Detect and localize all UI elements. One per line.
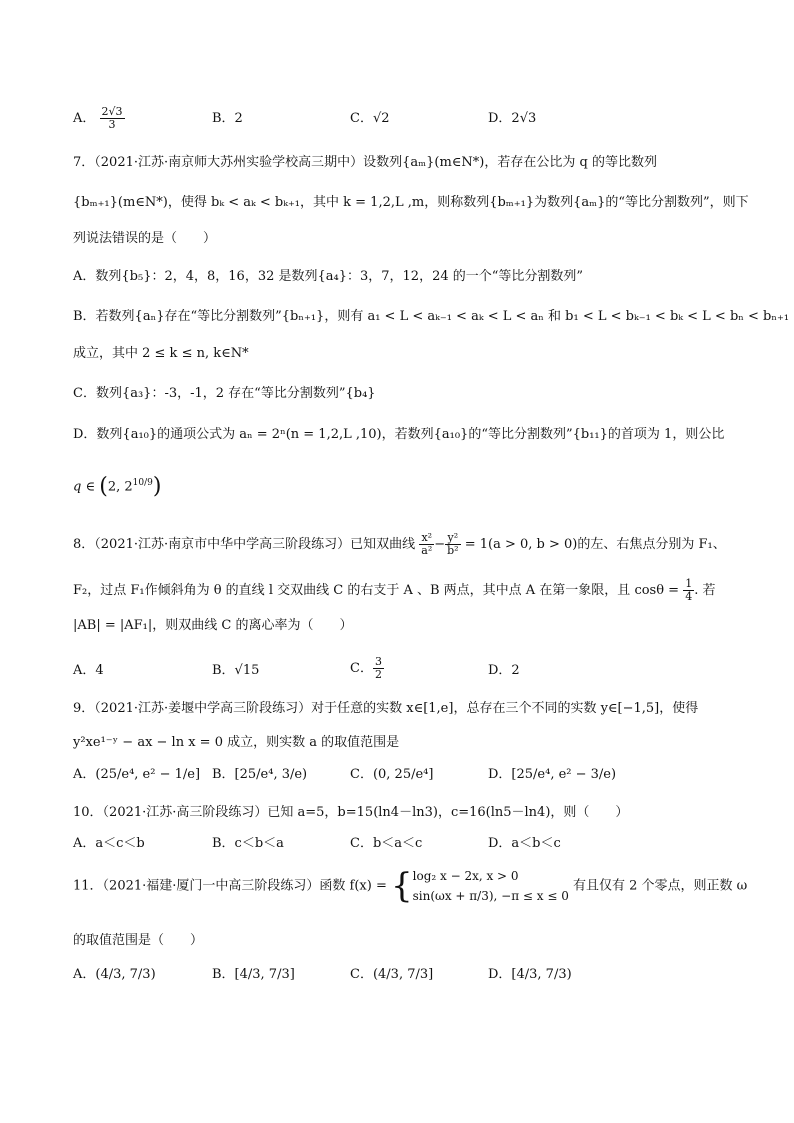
q7-stem-line-2: {bₘ₊₁}(m∈N*)，使得 bₖ < aₖ < bₖ₊₁，其中 k = 1,2,L ,m，则称数列{bₘ₊₁}为数列{aₘ}的“等比分割数列”，则下 bbox=[73, 195, 749, 210]
q11-option-a: A．(4/3, 7/3) bbox=[73, 967, 156, 982]
q10-option-d: D．a＜b＜c bbox=[488, 836, 561, 851]
q8-option-a: A．4 bbox=[73, 663, 104, 678]
q9-option-b: B．[25/e⁴, 3/e) bbox=[212, 767, 308, 782]
q11-piece-1: log₂ x − 2x, x > 0 bbox=[412, 869, 519, 883]
q7-option-d-line-1: D．数列{a₁₀}的通项公式为 aₙ = 2ⁿ(n = 1,2,L ,10)，若数列{a₁₀}的“等比分割数列”{b₁₁}的首项为 1，则公比 bbox=[73, 427, 725, 442]
q8-option-c bbox=[350, 656, 384, 681]
q6-option-a-fraction bbox=[100, 106, 125, 131]
q8-c-label: C． bbox=[350, 661, 373, 676]
q7-option-a: A．数列{b₅}：2，4，8，16，32 是数列{a₄}：3，7，12，24 的一个“等比分割数列” bbox=[73, 269, 584, 284]
q8-frac1-den: a² bbox=[421, 544, 433, 557]
q8-line2-pre: F₂，过点 F₁作倾斜角为 θ 的直线 l 交双曲线 C 的右支于 A 、B 两点，其中点 A 在第一象限，且 cosθ = bbox=[73, 583, 680, 598]
q6-option-a-label: A． bbox=[73, 111, 96, 126]
q6-option-b: B．2 bbox=[212, 111, 243, 126]
q8-line2-post: . 若 bbox=[694, 583, 716, 598]
q8-cos-num: 1 bbox=[685, 577, 693, 590]
q9-option-a: A．(25/e⁴, e² − 1/e] bbox=[73, 767, 201, 782]
q8-frac2-num: y² bbox=[445, 532, 460, 545]
q11-piecewise bbox=[413, 866, 569, 906]
q7-d-paren-open: ( bbox=[99, 473, 108, 499]
q11-option-c: C．(4/3, 7/3] bbox=[350, 967, 434, 982]
q8-stem-line-1 bbox=[73, 532, 726, 557]
q8-cos-den: 4 bbox=[685, 590, 693, 603]
q7-d-paren-close: ) bbox=[152, 473, 162, 499]
q8-minus: − bbox=[434, 537, 446, 552]
q7-option-b-line-2: 成立，其中 2 ≤ k ≤ n, k∈N* bbox=[73, 346, 249, 361]
q8-c-fraction bbox=[373, 656, 384, 681]
q11-option-b: B．[4/3, 7/3] bbox=[212, 967, 295, 982]
q7-option-b-line-1: B．若数列{aₙ}存在“等比分割数列”{bₙ₊₁}，则有 a₁ < L < aₖ₋₁ < aₖ < L < aₙ 和 b₁ < L < bₖ₋₁ < bₖ < L < bₙ < bₙ₊₁ bbox=[73, 309, 790, 324]
q10-stem: 10．（2021·江苏·高三阶段练习）已知 a=5，b=15(ln4－ln3)，c=16(ln5－ln4)，则（ ） bbox=[73, 805, 629, 820]
q8-frac1-num: x² bbox=[419, 532, 434, 545]
q11-piecewise-brace: { bbox=[390, 866, 413, 906]
q7-d-prefix: q ∈ bbox=[73, 479, 96, 495]
q9-option-c: C．(0, 25/e⁴] bbox=[350, 767, 434, 782]
q8-fraction-x bbox=[419, 532, 434, 557]
q7-stem-line-3: 列说法错误的是（ ） bbox=[73, 231, 217, 246]
q7-d-exponent: 10/9 bbox=[132, 478, 153, 488]
q11-stem-line-2: 的取值范围是（ ） bbox=[73, 933, 204, 948]
q10-option-a: A．a＜c＜b bbox=[73, 836, 145, 851]
q11-line1-post: 有且仅有 2 个零点，则正数 ω bbox=[573, 878, 748, 894]
q8-option-b: B．√15 bbox=[212, 663, 260, 678]
q8-cos-fraction bbox=[683, 578, 694, 603]
q9-stem-line-2: y²xe¹⁻ʸ − ax − ln x = 0 成立，则实数 a 的取值范围是 bbox=[73, 735, 400, 750]
q9-option-d: D．[25/e⁴, e² − 3/e) bbox=[488, 767, 617, 782]
q11-option-d: D．[4/3, 7/3) bbox=[488, 967, 572, 982]
q7-option-c: C．数列{a₃}：-3，-1，2 存在“等比分割数列”{b₄} bbox=[73, 386, 376, 401]
q7-option-d-line-2 bbox=[73, 473, 162, 499]
q8-line1-post: = 1(a > 0, b > 0)的左、右焦点分别为 F₁、 bbox=[464, 537, 726, 552]
q8-stem-line-2 bbox=[73, 578, 715, 603]
q11-stem-line-1 bbox=[73, 866, 747, 906]
q8-stem-line-3: |AB| = |AF₁|，则双曲线 C 的离心率为（ ） bbox=[73, 618, 353, 633]
q6-a-den: 3 bbox=[108, 118, 116, 131]
q6-option-c: C．√2 bbox=[350, 111, 390, 126]
q8-option-d: D．2 bbox=[488, 663, 520, 678]
q7-stem-line-1: 7．（2021·江苏·南京师大苏州实验学校高三期中）设数列{aₘ}(m∈N*)，若存在公比为 q 的等比数列 bbox=[73, 155, 657, 170]
q8-c-den: 2 bbox=[374, 668, 382, 681]
q8-fraction-y bbox=[445, 532, 460, 557]
q6-a-num: 2√3 bbox=[101, 105, 123, 118]
q6-option-d: D．2√3 bbox=[488, 111, 537, 126]
q11-line1-pre: 11．（2021·福建·厦门一中高三阶段练习）函数 f(x) = bbox=[73, 878, 387, 894]
q10-option-b: B．c＜b＜a bbox=[212, 836, 284, 851]
q7-d-inner: 2, 2 bbox=[107, 479, 133, 495]
q6-option-a bbox=[73, 106, 125, 131]
q8-line1-pre: 8．（2021·江苏·南京市中华中学高三阶段练习）已知双曲线 bbox=[73, 537, 416, 552]
q8-c-num: 3 bbox=[374, 655, 382, 668]
q11-piece-2: sin(ωx + π/3), −π ≤ x ≤ 0 bbox=[412, 889, 569, 903]
q10-option-c: C．b＜a＜c bbox=[350, 836, 423, 851]
q8-frac2-den: b² bbox=[447, 544, 459, 557]
q9-stem-line-1: 9．（2021·江苏·姜堰中学高三阶段练习）对于任意的实数 x∈[1,e]，总存在三个不同的实数 y∈[−1,5]，使得 bbox=[73, 701, 699, 716]
